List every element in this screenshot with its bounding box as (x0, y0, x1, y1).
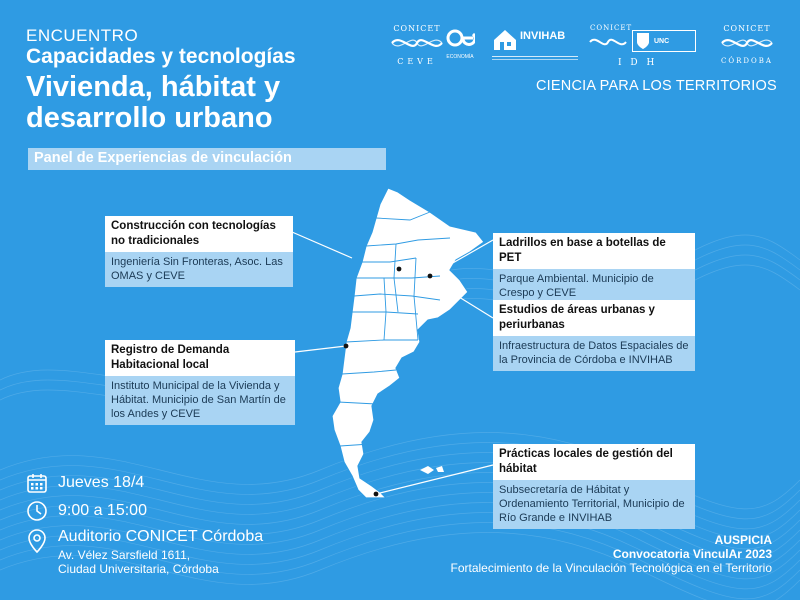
economia-logo (442, 26, 478, 66)
event-subtitle: Capacidades y tecnologías (26, 45, 296, 68)
sponsor-description: Fortalecimiento de la Vinculación Tecnológica en el Territorio (450, 561, 772, 575)
economia-label: ECONOMÍA (446, 54, 474, 60)
conicet-cordoba-wordmark: CONICET (723, 24, 771, 33)
venue-name: Auditorio CONICET Córdoba (58, 528, 264, 545)
card-title: Registro de Demanda Habitacional local (105, 340, 295, 376)
card-title: Estudios de áreas urbanas y periurbanas (493, 300, 695, 336)
invihab-sub-lines (492, 56, 578, 60)
experience-card (493, 300, 695, 371)
calendar-icon (26, 472, 48, 494)
experience-card (105, 340, 295, 425)
event-headline: Vivienda, hábitat y desarrollo urbano (26, 71, 281, 134)
argentina-outline (332, 188, 484, 498)
ceve-label: CEVE (397, 57, 437, 66)
card-body: Instituto Municipal de la Vivienda y Hábitat. Municipio de San Martín de los Andes y CEVE (105, 376, 295, 425)
card-title: Prácticas locales de gestión del hábitat (493, 444, 695, 480)
invihab-house-icon (492, 28, 518, 52)
card-body: Subsecretaría de Hábitat y Ordenamiento Territorial, Municipio de Río Grande e INVIHAB (493, 480, 695, 529)
economia-mark-icon (445, 26, 475, 50)
sponsor-label: AUSPICIA (714, 533, 772, 547)
card-body: Infraestructura de Datos Espaciales de la Provincia de Córdoba e INVIHAB (493, 336, 695, 371)
conicet-idh-infinity-icon (586, 34, 630, 50)
experience-card (493, 444, 695, 529)
tagline: CIENCIA PARA LOS TERRITORIOS (536, 78, 777, 94)
event-date: Jueves 18/4 (58, 474, 145, 491)
event-date-row (26, 472, 144, 494)
partner-logos (380, 22, 780, 74)
conicet-cordoba-logo (716, 24, 778, 74)
event-time: 9:00 a 15:00 (58, 502, 147, 519)
event-time-row (26, 500, 147, 522)
cordoba-label: CÓRDOBA (721, 57, 773, 65)
panel-tag: Panel de Experiencias de vinculación (28, 148, 386, 170)
clock-icon (26, 500, 48, 522)
conicet-idh-wordmark: CONICET (590, 24, 633, 32)
card-body: Ingeniería Sin Fronteras, Asoc. Las OMAS y CEVE (105, 252, 293, 287)
venue-address: Av. Vélez Sarsfield 1611, Ciudad Universitaria, Córdoba (58, 548, 219, 576)
sponsor-program: Convocatoria VinculAr 2023 (612, 547, 772, 561)
conicet-ceve-wordmark: CONICET (393, 24, 441, 33)
invihab-wordmark: INVIHAB (520, 30, 566, 42)
location-pin-icon (26, 528, 48, 554)
sponsor-block (450, 533, 772, 575)
unc-shield-icon (636, 32, 650, 50)
conicet-ceve-logo (386, 24, 448, 74)
conicet-idh-logo (586, 24, 696, 74)
experience-card (493, 233, 695, 304)
argentina-map (300, 180, 500, 510)
event-eyebrow: ENCUENTRO (26, 26, 139, 45)
conicet-cordoba-infinity-icon (716, 33, 778, 53)
idh-label: I D H (618, 58, 658, 68)
card-body: Parque Ambiental. Municipio de Crespo y CEVE (493, 269, 695, 304)
conicet-infinity-icon (386, 33, 448, 53)
card-title: Ladrillos en base a botellas de PET (493, 233, 695, 269)
malvinas-islands (420, 466, 444, 474)
invihab-logo (492, 26, 578, 66)
experience-card (105, 216, 293, 287)
card-title: Construcción con tecnologías no tradicionales (105, 216, 293, 252)
unc-badge (632, 30, 696, 52)
unc-label: UNC (654, 37, 670, 45)
